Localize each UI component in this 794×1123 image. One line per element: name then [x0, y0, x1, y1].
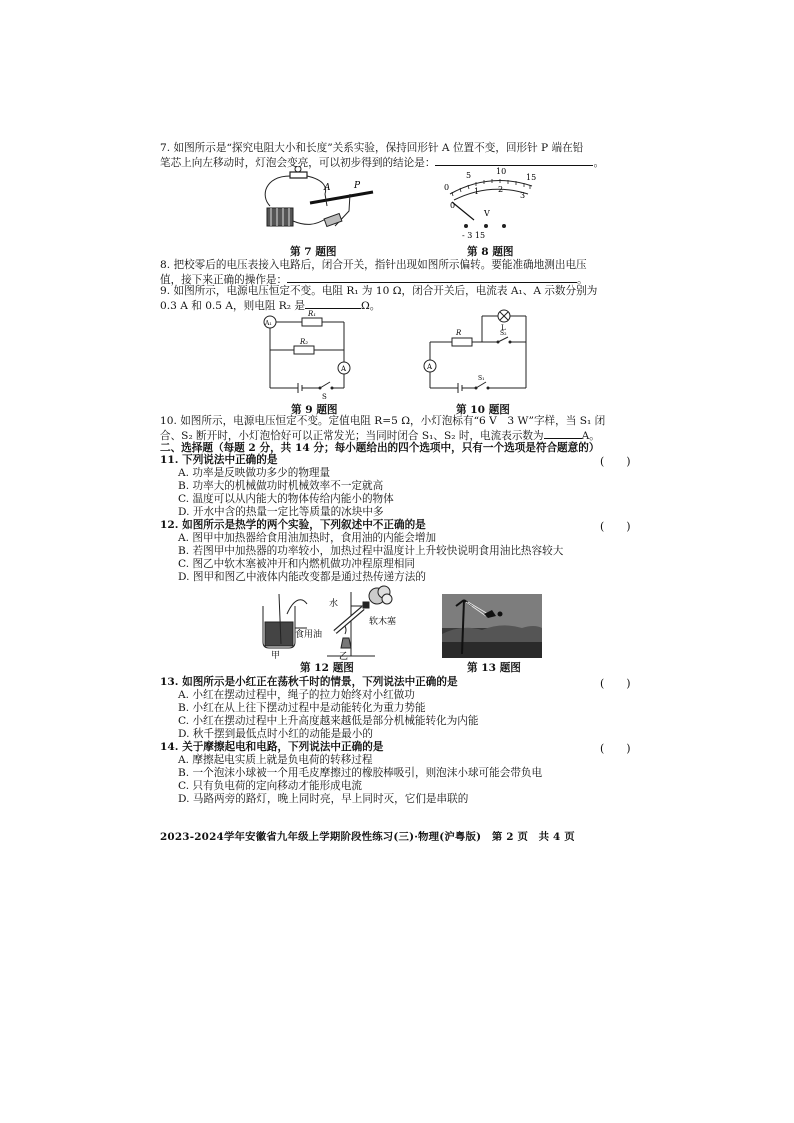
q14-option-d: D. 马路两旁的路灯，晚上同时亮，早上同时灭，它们是串联的 — [178, 793, 469, 805]
fig8-voltmeter-drawing — [440, 164, 540, 240]
q12-option-b: B. 若图甲中加热器的功率较小，加热过程中温度计上升较快说明食用油比热容较大 — [178, 545, 564, 557]
fig12-label-cork: 软木塞 — [369, 617, 397, 627]
q10-end: A。 — [581, 430, 600, 442]
q8-line2-text: 值，接下来正确的操作是： — [160, 274, 288, 286]
fig9-caption: 第 9 题图 — [291, 404, 338, 416]
fig7-label-a: A — [324, 183, 331, 193]
q9-line1: 9. 如图所示，电源电压恒定不变。电阻 R₁ 为 10 Ω，闭合开关后，电流表 A₁、A 示数分别为 — [160, 285, 598, 297]
fig10-caption: 第 10 题图 — [456, 404, 510, 416]
q12-answer-paren[interactable]: ( ) — [600, 520, 631, 533]
fig10-ammeter-a: A — [427, 363, 433, 371]
fig8-unit: V — [484, 209, 490, 218]
page-footer: 2023-2024学年安徽省九年级上学期阶段性练习(三)·物理(沪粤版) 第 2 页 共 4 页 — [160, 831, 575, 843]
q13-answer-paren[interactable]: ( ) — [600, 677, 631, 690]
fig12-label-water: 水 — [329, 599, 339, 609]
q9-end: Ω。 — [361, 300, 381, 312]
fig12-heat-experiments — [255, 584, 405, 660]
q13-option-c: C. 小红在摆动过程中上升高度越来越低是部分机械能转化为内能 — [178, 715, 479, 727]
q8-answer-blank[interactable] — [287, 271, 577, 283]
fig8-scale-top-10: 10 — [496, 167, 507, 176]
fig7-caption: 第 7 题图 — [290, 246, 337, 258]
fig8-caption: 第 8 题图 — [467, 246, 514, 258]
fig10-circuit-diagram — [420, 308, 536, 400]
q7-line1: 7. 如图所示是“探究电阻大小和长度”关系实验，保持回形针 A 位置不变，回形针 P 端在铅 — [160, 142, 584, 154]
fig10-label-s1: S₁ — [478, 375, 485, 382]
q7-end: 。 — [593, 157, 605, 169]
q13-option-d: D. 秋千摆到最低点时小红的动能是最小的 — [178, 728, 373, 740]
fig9-ammeter-a: A — [341, 365, 347, 373]
fig10-label-s2: S₂ — [500, 330, 507, 337]
q14-option-b: B. 一个泡沫小球被一个用毛皮摩擦过的橡胶棒吸引，则泡沫小球可能会带负电 — [178, 767, 543, 779]
fig8-scale-bottom-0: 0 — [450, 201, 456, 210]
fig8-scale-top-5: 5 — [466, 171, 472, 180]
q12-option-c: C. 图乙中软木塞被冲开和内燃机做功冲程原理相同 — [178, 558, 415, 570]
q8-end: 。 — [577, 274, 588, 286]
fig7-label-p: P — [354, 181, 361, 191]
fig12-label-jia: 甲 — [271, 651, 281, 660]
fig8-terminals: - 3 15 — [462, 231, 486, 240]
q14-option-a: A. 摩擦起电实质上就是负电荷的转移过程 — [178, 754, 373, 766]
q10-line1: 10. 如图所示，电源电压恒定不变。定值电阻 R=5 Ω，小灯泡标有“6 V 3 W”字样，当 S₁ 闭 — [160, 415, 606, 427]
q10-answer-blank[interactable] — [544, 427, 582, 439]
q11-option-d: D. 开水中含的热量一定比等质量的冰块中多 — [178, 506, 384, 518]
section-2-heading: 二、选择题（每题 2 分，共 14 分；每小题给出的四个选项中，只有一个选项是符合题意的） — [160, 442, 600, 454]
fig12-label-oil: 食用油 — [295, 630, 323, 640]
fig9-label-s: S — [322, 393, 327, 400]
q11-stem: 11. 下列说法中正确的是 — [160, 454, 278, 466]
fig12-label-yi: 乙 — [339, 652, 349, 660]
q8-line1: 8. 把校零后的电压表接入电路后，闭合开关，指针出现如图所示偏转。要能准确地测出电压 — [160, 259, 587, 271]
q14-answer-paren[interactable]: ( ) — [600, 742, 631, 755]
fig9-label-r1: R₁ — [308, 310, 317, 318]
q7-line2-text: 笔芯上向左移动时，灯泡会变亮，可以初步得到的结论是： — [160, 157, 436, 169]
q12-option-d: D. 图甲和图乙中液体内能改变都是通过热传递方法的 — [178, 571, 426, 583]
fig8-scale-bottom-1: 1 — [474, 187, 480, 196]
fig9-label-r2: R₂ — [300, 338, 309, 346]
fig10-label-r: R — [456, 329, 462, 337]
q9-line2-text: 0.3 A 和 0.5 A，则电阻 R₂ 是 — [160, 300, 305, 312]
q10-line2-text: 合、S₂ 断开时，小灯泡恰好可以正常发光；当同时闭合 S₁、S₂ 时，电流表示数为 — [160, 430, 544, 442]
fig13-swing-photo — [442, 594, 542, 658]
q11-answer-paren[interactable]: ( ) — [600, 455, 631, 468]
q14-option-c: C. 只有负电荷的定向移动才能形成电流 — [178, 780, 362, 792]
fig12-caption: 第 12 题图 — [300, 662, 354, 674]
fig8-scale-bottom-2: 2 — [498, 185, 504, 194]
q14-stem: 14. 关于摩擦起电和电路，下列说法中正确的是 — [160, 741, 384, 753]
fig7-circuit-drawing — [255, 166, 375, 238]
q11-option-b: B. 功率大的机械做功时机械效率不一定就高 — [178, 480, 384, 492]
fig9-ammeter-a1: A₁ — [265, 320, 272, 327]
fig9-circuit-diagram — [262, 308, 358, 400]
q13-option-a: A. 小红在摆动过程中，绳子的拉力始终对小红做功 — [178, 689, 415, 701]
q13-stem: 13. 如图所示是小红正在荡秋千时的情景，下列说法中正确的是 — [160, 676, 458, 688]
q11-option-c: C. 温度可以从内能大的物体传给内能小的物体 — [178, 493, 394, 505]
q13-option-b: B. 小红在从上往下摆动过程中是动能转化为重力势能 — [178, 702, 426, 714]
q12-stem: 12. 如图所示是热学的两个实验，下列叙述中不正确的是 — [160, 519, 426, 531]
fig13-caption: 第 13 题图 — [467, 662, 521, 674]
q11-option-a: A. 功率是反映做功多少的物理量 — [178, 467, 331, 479]
fig8-scale-top-15: 15 — [526, 173, 537, 182]
fig8-scale-bottom-3: 3 — [520, 191, 526, 200]
fig8-scale-top-0: 0 — [444, 183, 450, 192]
q12-option-a: A. 图甲中加热器给食用油加热时，食用油的内能会增加 — [178, 532, 437, 544]
fig10-label-l: L — [501, 324, 506, 332]
